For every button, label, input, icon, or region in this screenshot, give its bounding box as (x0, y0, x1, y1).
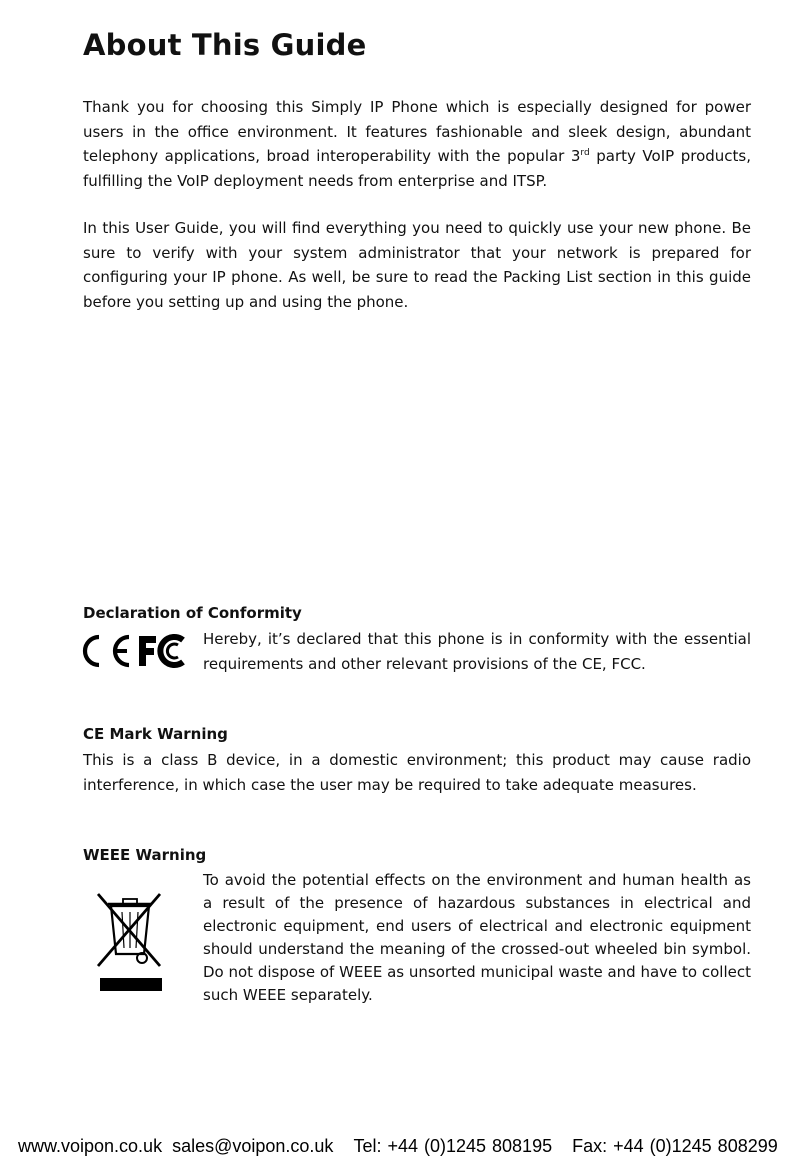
declaration-heading: Declaration of Conformity (83, 604, 302, 622)
superscript-rd: rd (580, 148, 590, 158)
ce-warning-text: This is a class B device, in a domestic environment; this product may cause radio interference, in which case the user may be required to take adequate measures. (83, 751, 751, 794)
intro-paragraph-2: In this User Guide, you will find everything you need to quickly use your new phone. Be sure to verify with your system administrator that your network is prepared for configuring your IP phone. As well, be sure to read the Packing List section in this guide before you setting up and using the phone. (83, 219, 751, 311)
crossed-out-wheeled-bin-icon (94, 890, 166, 994)
intro-paragraph-1: Thank you for choosing this Simply IP Phone which is especially designed for power users in the office environment. It features fashionable and sleek design, abundant telephony applications, broad interoperability with the popular 3rd party VoIP products, fulfilling the VoIP deployment needs from enterprise and ITSP. (83, 98, 751, 190)
weee-warning-text: To avoid the potential effects on the environment and human health as a result of the presence of hazardous substances in electrical and electronic equipment, end users of electrical and electronic equipment should understand the meaning of the crossed-out wheeled bin symbol. Do not dispose of WEEE as unsorted municipal waste and have to collect such WEEE separately. (203, 871, 751, 1004)
ce-fcc-logo-icon (82, 632, 186, 670)
declaration-text: Hereby, it’s declared that this phone is in conformity with the essential requirements and other relevant provisions of the CE, FCC. (203, 630, 751, 673)
page-title: About This Guide (83, 28, 367, 62)
footer-email[interactable]: sales@voipon.co.uk (172, 1136, 334, 1156)
footer-contact (18, 1136, 788, 1157)
weee-warning-heading: WEEE Warning (83, 846, 207, 864)
footer-website[interactable]: www.voipon.co.uk (18, 1136, 163, 1156)
ce-warning-heading: CE Mark Warning (83, 725, 228, 743)
footer-tel: Tel: +44 (0)1245 808195 (353, 1136, 553, 1156)
footer-fax: Fax: +44 (0)1245 808299 (572, 1136, 778, 1156)
